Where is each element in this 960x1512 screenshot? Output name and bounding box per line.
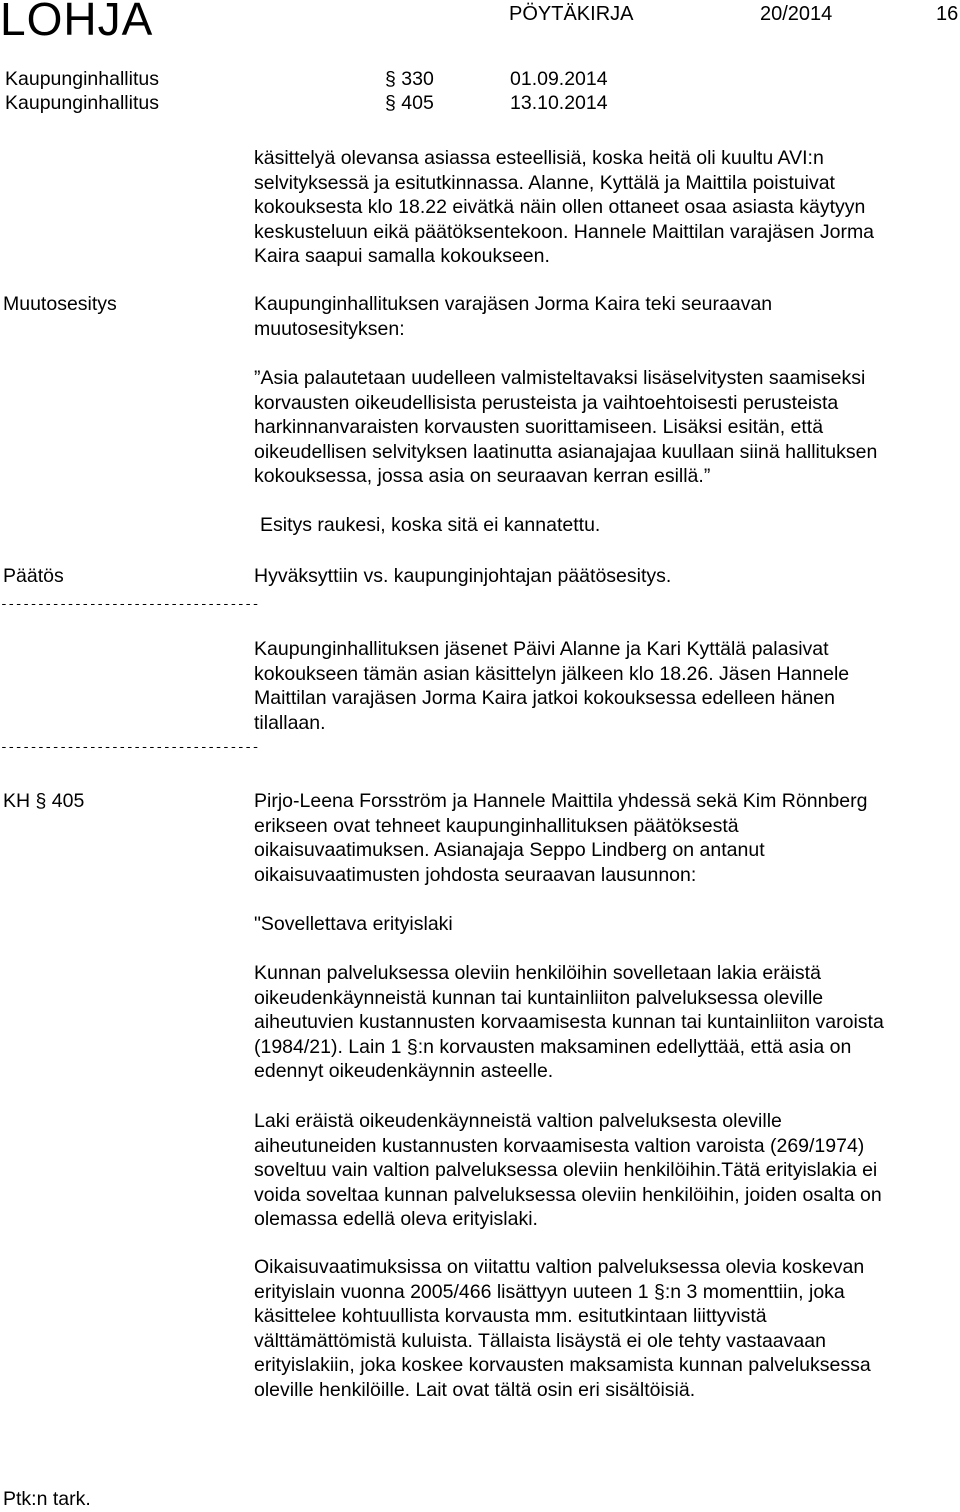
text-line: selvityksessä ja esitutkinnassa. Alanne, Kyttälä ja Maittila poistuivat xyxy=(254,171,835,194)
text-line: oikeudellisen selvityksen laatinutta asianajajaa kuullaan siinä hallituksen xyxy=(254,440,878,463)
text-line: edennyt oikeudenkäynnin asteelle. xyxy=(254,1060,554,1082)
reference-body: Kaupunginhallitus xyxy=(5,92,159,114)
separator: ----------------------------------- xyxy=(0,597,260,612)
text-line: käsittelee kohtuullista korvausta mm. esitutkintaan liittyvistä xyxy=(254,1305,767,1327)
text-line: Oikaisuvaatimuksissa on viitattu valtion palveluksessa olevia koskevan xyxy=(254,1256,865,1278)
text-line: oikaisuvaatimusten johdosta seuraavan lausunnon: xyxy=(254,863,697,886)
city-logo: LOHJA xyxy=(0,0,154,45)
text-line: Pirjo-Leena Forsström ja Hannele Maittila yhdessä sekä Kim Rönnberg xyxy=(254,790,868,812)
text-line: muutosesityksen: xyxy=(254,317,405,340)
text-line: Kunnan palveluksessa oleviin henkilöihin sovelletaan lakia eräistä xyxy=(254,962,821,984)
text-line: erikseen ovat tehneet kaupunginhallituksen päätöksestä xyxy=(254,814,739,837)
paragraph-1 xyxy=(254,961,954,1084)
reference-body: Kaupunginhallitus xyxy=(5,68,159,90)
document-number: 20/2014 xyxy=(760,3,833,25)
text-line: välttämättömistä kuluista. Tällaista lisäystä ei ole tehty vastaavaan xyxy=(254,1329,826,1352)
text-line: käsittelyä olevansa asiassa esteellisiä, koska heitä oli kuultu AVI:n xyxy=(254,147,824,169)
text-line: kokouksessa, jossa asia on seuraavan kerran esillä.” xyxy=(254,465,711,487)
document-type: PÖYTÄKIRJA xyxy=(509,3,634,25)
text-line: kokoukseen tämän asian käsittelyn jälkeen klo 18.26. Jäsen Hannele xyxy=(254,662,850,685)
paragraph-3 xyxy=(254,1255,954,1402)
proposal-result: Esitys raukesi, koska sitä ei kannatettu. xyxy=(260,514,601,536)
reference-date: 13.10.2014 xyxy=(510,92,608,114)
separator: ----------------------------------- xyxy=(0,740,260,755)
text-line: korvausten oikeudellisista perusteista ja vaihtoehtoisesti perusteista xyxy=(254,391,839,414)
text-line: erityislain vuonna 2005/466 lisättyyn uuteen 1 §:n 3 momenttiin, joka xyxy=(254,1280,845,1303)
text-line: kokouksesta klo 18.22 eivätkä näin ollen ottaneet osaa asiasta käytyyn xyxy=(254,196,866,218)
text-line: aiheutuneiden kustannusten korvaamisesta valtion varoista (269/1974) xyxy=(254,1134,865,1157)
muutosesitys-label: Muutosesitys xyxy=(3,293,117,315)
proposal-quote xyxy=(254,366,954,489)
text-line: Kaupunginhallituksen jäsenet Päivi Alanne ja Kari Kyttälä palasivat xyxy=(254,638,829,660)
text-line: Laki eräistä oikeudenkäynneistä valtion palveluksesta oleville xyxy=(254,1110,782,1132)
reference-section: § 330 xyxy=(385,68,434,90)
text-line: olemassa edellä oleva erityislaki. xyxy=(254,1208,538,1230)
kh-section-label: KH § 405 xyxy=(3,790,85,812)
text-line: tilallaan. xyxy=(254,711,326,734)
text-line: oikeudenkäynneistä kunnan tai kuntainliiton palveluksessa oleville xyxy=(254,986,824,1009)
footer-initials: Ptk:n tark. xyxy=(3,1488,91,1510)
text-line: voida soveltaa kunnan palveluksessa oleviin henkilöihin, joiden osalta on xyxy=(254,1183,882,1206)
subheading: "Sovellettava erityislaki xyxy=(254,913,453,935)
text-line: Kaira saapui samalla kokoukseen. xyxy=(254,245,550,267)
intro-paragraph xyxy=(254,146,954,269)
text-line: Kaupunginhallituksen varajäsen Jorma Kaira teki seuraavan xyxy=(254,293,773,315)
kh-section-text xyxy=(254,789,954,887)
text-line: aiheutuvien kustannusten korvaamisesta kunnan tai kuntainliiton varoista xyxy=(254,1011,884,1033)
page-number: 16 xyxy=(936,3,959,25)
text-line: ”Asia palautetaan uudelleen valmisteltavaksi lisäselvitysten saamiseksi xyxy=(254,367,866,389)
reference-section: § 405 xyxy=(385,92,434,114)
muutosesitys-text xyxy=(254,292,954,341)
paragraph-2 xyxy=(254,1109,954,1232)
text-line: (1984/21). Lain 1 §:n korvausten maksaminen edellyttää, että asia on xyxy=(254,1035,852,1058)
paatos-text: Hyväksyttiin vs. kaupunginjohtajan päätösesitys. xyxy=(254,565,672,587)
return-note xyxy=(254,637,954,735)
reference-date: 01.09.2014 xyxy=(510,68,608,90)
paatos-label: Päätös xyxy=(3,565,64,587)
text-line: harkinnanvaraisten korvausten suorittamiseen. Lisäksi esitän, että xyxy=(254,416,824,438)
text-line: soveltuu vain valtion palveluksessa oleviin henkilöihin.Tätä erityislakia ei xyxy=(254,1159,878,1181)
text-line: oikaisuvaatimuksen. Asianajaja Seppo Lindberg on antanut xyxy=(254,839,765,861)
text-line: oleville henkilöille. Lait ovat tältä osin eri sisältöisiä. xyxy=(254,1378,696,1401)
text-line: erityislakiin, joka koskee korvausten maksamista kunnan palveluksessa xyxy=(254,1354,871,1376)
text-line: Maittilan varajäsen Jorma Kaira jatkoi kokouksessa edelleen hänen xyxy=(254,687,835,709)
text-line: keskusteluun eikä päätöksentekoon. Hannele Maittilan varajäsen Jorma xyxy=(254,220,875,243)
